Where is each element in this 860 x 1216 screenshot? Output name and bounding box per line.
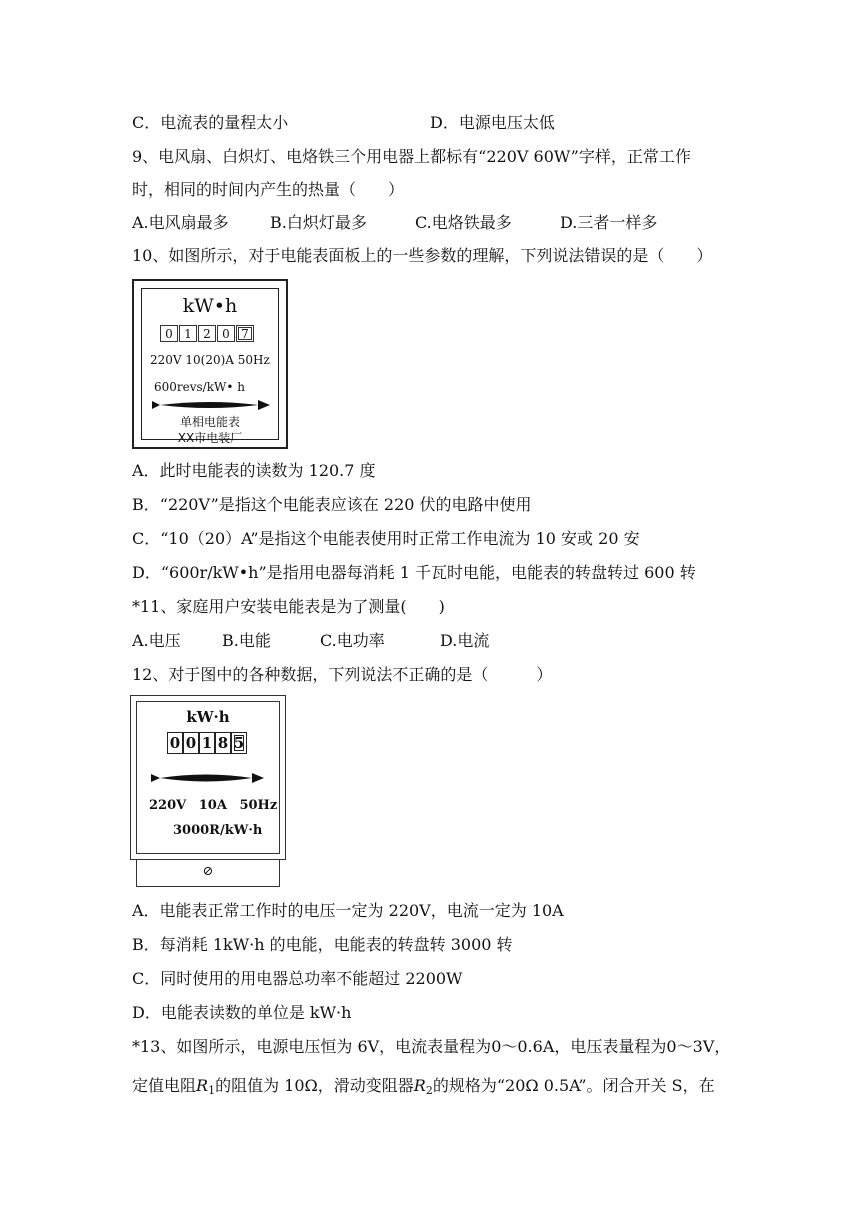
meter-spec-label: 220V 10(20)A 50Hz <box>150 353 270 367</box>
meter-digit-display <box>160 325 255 342</box>
q10-option-d: D．“600r/kW•h”是指用电器每消耗 1 千瓦时电能，电能表的转盘转过 600 转 <box>132 563 696 582</box>
q12-option-c: C．同时使用的用电器总功率不能超过 2200W <box>132 969 463 988</box>
q8-option-d: D．电源电压太低 <box>430 113 555 132</box>
q12-stem: 12、对于图中的各种数据，下列说法不正确的是（ ） <box>132 665 553 684</box>
q9-option-a: A.电风扇最多 <box>132 213 229 232</box>
q12-option-b: B．每消耗 1kW·h 的电能，电能表的转盘转 3000 转 <box>132 935 513 954</box>
meter-manufacturer-label: XX市电装厂 <box>177 431 243 445</box>
meter-decimal-digit: 7 <box>236 325 254 342</box>
q10-stem: 10、如图所示，对于电能表面板上的一些参数的理解，下列说法错误的是（ ） <box>132 246 713 265</box>
meter-figure-1 <box>132 279 288 449</box>
q13-text: 定值电阻 <box>132 1076 197 1095</box>
q13-text: ， <box>714 1037 731 1056</box>
resistor-r2-symbol: R <box>413 1076 426 1095</box>
rheostat-spec: 20Ω 0.5A <box>505 1076 579 1095</box>
ammeter-range: 0～0.6A <box>491 1037 555 1056</box>
meter-digit-display <box>167 732 247 754</box>
terminal-screw-icon: ⊘ <box>202 864 214 879</box>
q13-text: ”。闭合开关 S，在 <box>578 1076 715 1095</box>
meter-spec-label: 220V 10A 50Hz <box>149 798 278 813</box>
meter-unit-label: kW·h <box>186 708 230 726</box>
resistor-r1-symbol: R <box>196 1076 209 1095</box>
meter-digit: 0 <box>167 732 183 754</box>
q11-stem: *11、家庭用户安装电能表是为了测量( ) <box>132 597 445 616</box>
q10-option-c: C．“10（20）A”是指这个电能表使用时正常工作电流为 10 安或 20 安 <box>132 529 640 548</box>
rotation-arrow-icon <box>152 399 270 411</box>
meter-digit: 0 <box>217 325 235 342</box>
rotation-arrow-icon <box>151 772 265 784</box>
q9-option-c: C.电烙铁最多 <box>415 213 512 232</box>
meter-type-label: 单相电能表 <box>179 415 240 429</box>
resistor-r1-subscript: 1 <box>208 1084 216 1097</box>
meter-panel <box>136 701 280 854</box>
meter-decimal-digit: 5 <box>231 732 247 754</box>
meter-unit-label: kW•h <box>182 295 238 317</box>
meter-panel <box>141 288 279 445</box>
meter-digit: 0 <box>183 732 199 754</box>
meter-digit: 2 <box>198 325 216 342</box>
meter-revs-label: 600revs/kW• h <box>154 380 245 394</box>
q11-option-a: A.电压 <box>132 631 181 650</box>
meter-digit: 1 <box>199 732 215 754</box>
q13-stem-line1 <box>132 1036 730 1058</box>
resistor-r2-subscript: 2 <box>425 1084 433 1097</box>
q13-text: *13、如图所示，电源电压恒为 6V，电流表量程为 <box>132 1037 492 1056</box>
q8-option-c: C．电流表的量程太小 <box>132 113 289 132</box>
meter-digit: 1 <box>179 325 197 342</box>
q10-option-a: A．此时电能表的读数为 120.7 度 <box>132 461 376 480</box>
q10-option-b: B．“220V”是指这个电能表应该在 220 伏的电路中使用 <box>132 495 532 514</box>
meter-digit: 0 <box>160 325 178 342</box>
q13-stem-line2 <box>132 1075 715 1102</box>
meter-base <box>136 860 280 887</box>
q11-option-c: C.电功率 <box>320 631 385 650</box>
q9-stem-line2: 时，相同的时间内产生的热量（ ） <box>132 180 405 199</box>
q9-option-b: B.白炽灯最多 <box>270 213 367 232</box>
meter-digit: 8 <box>215 732 231 754</box>
q13-text: 的阻值为 10Ω，滑动变阻器 <box>215 1076 414 1095</box>
q11-option-d: D.电流 <box>440 631 490 650</box>
meter-revs-label: 3000R/kW·h <box>173 823 263 838</box>
q12-option-d: D．电能表读数的单位是 kW·h <box>132 1003 352 1022</box>
q9-stem-line1: 9、电风扇、白炽灯、电烙铁三个用电器上都标有“220V 60W”字样，正常工作 <box>132 147 691 166</box>
q12-option-a: A．电能表正常工作时的电压一定为 220V，电流一定为 10A <box>132 901 564 920</box>
q11-option-b: B.电能 <box>222 631 271 650</box>
meter-frame <box>130 695 286 860</box>
meter-figure-2 <box>130 695 286 887</box>
q9-option-d: D.三者一样多 <box>560 213 658 232</box>
q13-text: 的规格为“ <box>432 1076 506 1095</box>
voltmeter-range: 0～3V <box>666 1037 715 1056</box>
q13-text: ，电压表量程为 <box>554 1037 667 1056</box>
